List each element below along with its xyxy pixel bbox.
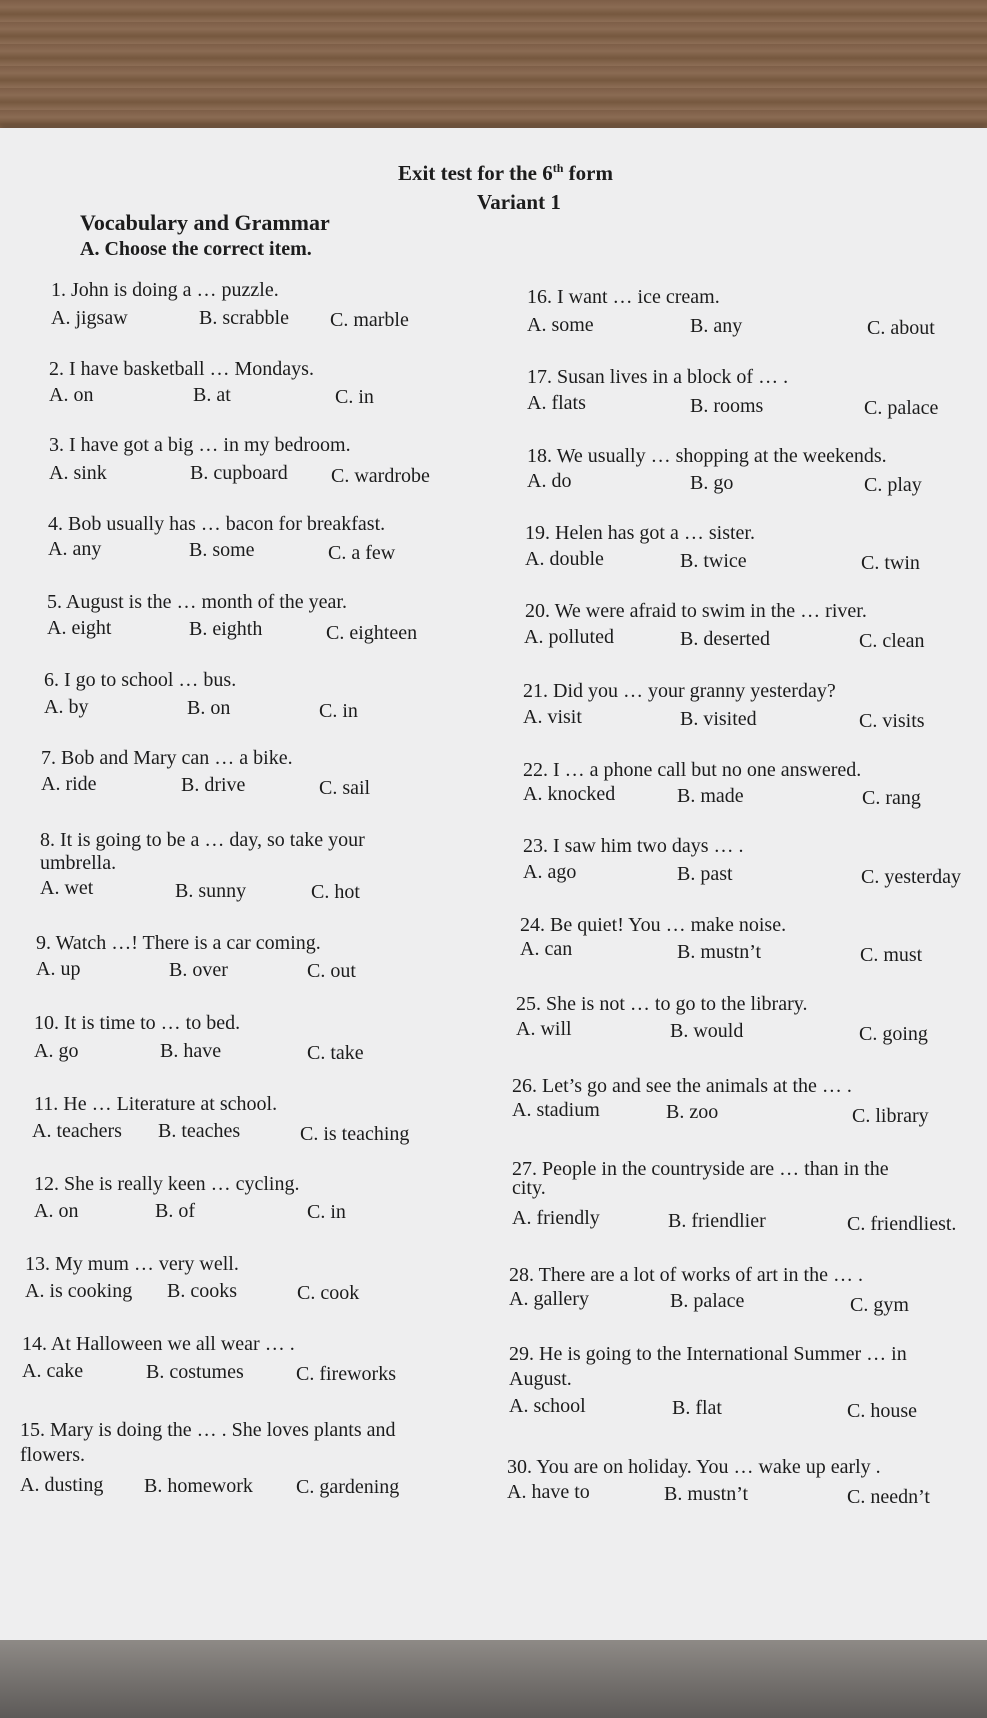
test-sheet xyxy=(0,128,987,1640)
question-29-line-2: August. xyxy=(509,1368,572,1390)
option-15c[interactable]: C. gardening xyxy=(296,1476,400,1498)
question-22: 22. I … a phone call but no one answered. xyxy=(523,759,862,781)
question-5: 5. August is the … month of the year. xyxy=(47,591,347,613)
option-25a[interactable]: A. will xyxy=(516,1018,572,1040)
option-4c[interactable]: C. a few xyxy=(328,542,396,564)
option-26a[interactable]: A. stadium xyxy=(512,1099,600,1121)
question-12: 12. She is really keen … cycling. xyxy=(34,1173,300,1195)
question-7: 7. Bob and Mary can … a bike. xyxy=(41,747,293,769)
option-5b[interactable]: B. eighth xyxy=(189,618,263,640)
option-30c[interactable]: C. needn’t xyxy=(847,1486,930,1508)
question-1: 1. John is doing a … puzzle. xyxy=(51,279,279,301)
option-24c[interactable]: C. must xyxy=(860,944,923,966)
question-14: 14. At Halloween we all wear … . xyxy=(22,1333,295,1355)
option-6c[interactable]: C. in xyxy=(319,700,358,722)
option-4b[interactable]: B. some xyxy=(189,539,255,561)
option-9b[interactable]: B. over xyxy=(169,959,228,981)
option-14c[interactable]: C. fireworks xyxy=(296,1363,396,1385)
question-20: 20. We were afraid to swim in the … river. xyxy=(525,600,867,622)
question-30: 30. You are on holiday. You … wake up early . xyxy=(507,1456,881,1478)
option-13c[interactable]: C. cook xyxy=(297,1282,360,1304)
question-27-line-2: city. xyxy=(512,1177,546,1199)
question-18: 18. We usually … shopping at the weekends. xyxy=(527,445,887,467)
option-20a[interactable]: A. polluted xyxy=(524,626,614,648)
option-4a[interactable]: A. any xyxy=(48,538,102,560)
option-23a[interactable]: A. ago xyxy=(523,861,577,883)
option-20b[interactable]: B. deserted xyxy=(680,628,770,650)
option-11c[interactable]: C. is teaching xyxy=(300,1123,410,1145)
question-27-line-1: 27. People in the countryside are … than in the xyxy=(512,1158,889,1180)
option-18a[interactable]: A. do xyxy=(527,470,572,492)
option-22a[interactable]: A. knocked xyxy=(523,783,616,805)
page-title xyxy=(398,162,613,184)
option-8a[interactable]: A. wet xyxy=(40,877,94,899)
option-16c[interactable]: C. about xyxy=(867,317,935,339)
option-3c[interactable]: C. wardrobe xyxy=(331,465,430,487)
question-19: 19. Helen has got a … sister. xyxy=(525,522,755,544)
question-23: 23. I saw him two days … . xyxy=(523,835,744,857)
option-3b[interactable]: B. cupboard xyxy=(190,462,288,484)
option-14b[interactable]: B. costumes xyxy=(146,1361,244,1383)
option-29b[interactable]: B. flat xyxy=(672,1397,722,1419)
question-26: 26. Let’s go and see the animals at the … . xyxy=(512,1075,852,1097)
option-11a[interactable]: A. teachers xyxy=(32,1120,122,1142)
option-8c[interactable]: C. hot xyxy=(311,881,360,903)
option-9c[interactable]: C. out xyxy=(307,960,356,982)
option-17b[interactable]: B. rooms xyxy=(690,395,764,417)
question-24: 24. Be quiet! You … make noise. xyxy=(520,914,787,936)
title-suffix: form xyxy=(563,161,613,185)
option-16a[interactable]: A. some xyxy=(527,314,594,336)
question-13: 13. My mum … very well. xyxy=(25,1253,239,1275)
question-4: 4. Bob usually has … bacon for breakfast. xyxy=(48,513,386,535)
option-18b[interactable]: B. go xyxy=(690,472,734,494)
section-heading: Vocabulary and Grammar xyxy=(80,210,330,235)
option-27c[interactable]: C. friendliest. xyxy=(847,1213,957,1235)
question-3: 3. I have got a big … in my bedroom. xyxy=(49,434,351,456)
question-29-line-1: 29. He is going to the International Summer … in xyxy=(509,1343,907,1365)
question-8-line-2: umbrella. xyxy=(40,852,117,874)
question-10: 10. It is time to … to bed. xyxy=(34,1012,241,1034)
variant-label: Variant 1 xyxy=(477,190,561,214)
option-8b[interactable]: B. sunny xyxy=(175,880,247,902)
option-15a[interactable]: A. dusting xyxy=(20,1474,104,1496)
option-10a[interactable]: A. go xyxy=(34,1040,79,1062)
option-23c[interactable]: C. yesterday xyxy=(861,866,961,888)
option-12b[interactable]: B. of xyxy=(155,1200,195,1222)
question-17: 17. Susan lives in a block of … . xyxy=(527,366,789,388)
option-26b[interactable]: B. zoo xyxy=(666,1101,719,1123)
question-28: 28. There are a lot of works of art in the … . xyxy=(509,1264,863,1286)
option-17c[interactable]: C. palace xyxy=(864,397,939,419)
option-19b[interactable]: B. twice xyxy=(680,550,747,572)
option-25b[interactable]: B. would xyxy=(670,1020,744,1042)
option-24b[interactable]: B. mustn’t xyxy=(677,941,762,963)
option-1a[interactable]: A. jigsaw xyxy=(51,307,128,329)
option-20c[interactable]: C. clean xyxy=(859,630,925,652)
option-16b[interactable]: B. any xyxy=(690,315,743,337)
option-24a[interactable]: A. can xyxy=(520,938,573,960)
option-1c[interactable]: C. marble xyxy=(330,309,409,331)
option-23b[interactable]: B. past xyxy=(677,863,733,885)
option-7c[interactable]: C. sail xyxy=(319,777,371,799)
question-9: 9. Watch …! There is a car coming. xyxy=(36,932,321,954)
option-5a[interactable]: A. eight xyxy=(47,617,112,639)
question-15-line-1: 15. Mary is doing the … . She loves plants and xyxy=(20,1419,396,1441)
option-14a[interactable]: A. cake xyxy=(22,1360,84,1382)
option-25c[interactable]: C. going xyxy=(859,1023,928,1045)
option-30a[interactable]: A. have to xyxy=(507,1481,590,1503)
option-10c[interactable]: C. take xyxy=(307,1042,364,1064)
question-11: 11. He … Literature at school. xyxy=(34,1093,278,1115)
option-3a[interactable]: A. sink xyxy=(49,462,107,484)
option-29a[interactable]: A. school xyxy=(509,1395,586,1417)
option-2c[interactable]: C. in xyxy=(335,386,374,408)
option-27a[interactable]: A. friendly xyxy=(512,1207,600,1229)
option-28b[interactable]: B. palace xyxy=(670,1290,745,1312)
option-27b[interactable]: B. friendlier xyxy=(668,1210,766,1232)
option-10b[interactable]: B. have xyxy=(160,1040,222,1062)
option-11b[interactable]: B. teaches xyxy=(158,1120,241,1142)
option-7a[interactable]: A. ride xyxy=(41,773,97,795)
option-5c[interactable]: C. eighteen xyxy=(326,622,418,644)
task-instruction: A. Choose the correct item. xyxy=(80,238,312,260)
option-13b[interactable]: B. cooks xyxy=(167,1280,237,1302)
option-30b[interactable]: B. mustn’t xyxy=(664,1483,749,1505)
option-29c[interactable]: C. house xyxy=(847,1400,917,1422)
option-9a[interactable]: A. up xyxy=(36,958,81,980)
option-21a[interactable]: A. visit xyxy=(523,706,582,728)
question-16: 16. I want … ice cream. xyxy=(527,286,720,308)
option-28a[interactable]: A. gallery xyxy=(509,1288,589,1310)
option-12a[interactable]: A. on xyxy=(34,1200,79,1222)
option-6b[interactable]: B. on xyxy=(187,697,231,719)
option-19a[interactable]: A. double xyxy=(525,548,604,570)
title-text: Exit test for the 6 xyxy=(398,161,553,185)
option-12c[interactable]: C. in xyxy=(307,1201,346,1223)
question-15-line-2: flowers. xyxy=(20,1444,85,1466)
option-1b[interactable]: B. scrabble xyxy=(199,307,289,329)
question-2: 2. I have basketball … Mondays. xyxy=(49,358,314,380)
option-17a[interactable]: A. flats xyxy=(527,392,586,414)
option-19c[interactable]: C. twin xyxy=(861,552,920,574)
question-21: 21. Did you … your granny yesterday? xyxy=(523,680,836,702)
option-28c[interactable]: C. gym xyxy=(850,1294,909,1316)
background-floor xyxy=(0,1640,987,1718)
option-6a[interactable]: A. by xyxy=(44,696,89,718)
option-22c[interactable]: C. rang xyxy=(862,787,921,809)
option-13a[interactable]: A. is cooking xyxy=(25,1280,133,1302)
option-21c[interactable]: C. visits xyxy=(859,710,925,732)
title-superscript: th xyxy=(552,161,564,175)
option-21b[interactable]: B. visited xyxy=(680,708,757,730)
option-2b[interactable]: B. at xyxy=(193,384,231,406)
option-26c[interactable]: C. library xyxy=(852,1105,929,1127)
question-25: 25. She is not … to go to the library. xyxy=(516,993,808,1015)
question-8-line-1: 8. It is going to be a … day, so take your xyxy=(40,829,365,851)
option-2a[interactable]: A. on xyxy=(49,384,94,406)
option-7b[interactable]: B. drive xyxy=(181,774,246,796)
option-15b[interactable]: B. homework xyxy=(144,1475,253,1497)
option-18c[interactable]: C. play xyxy=(864,474,922,496)
option-22b[interactable]: B. made xyxy=(677,785,744,807)
question-6: 6. I go to school … bus. xyxy=(44,669,237,691)
